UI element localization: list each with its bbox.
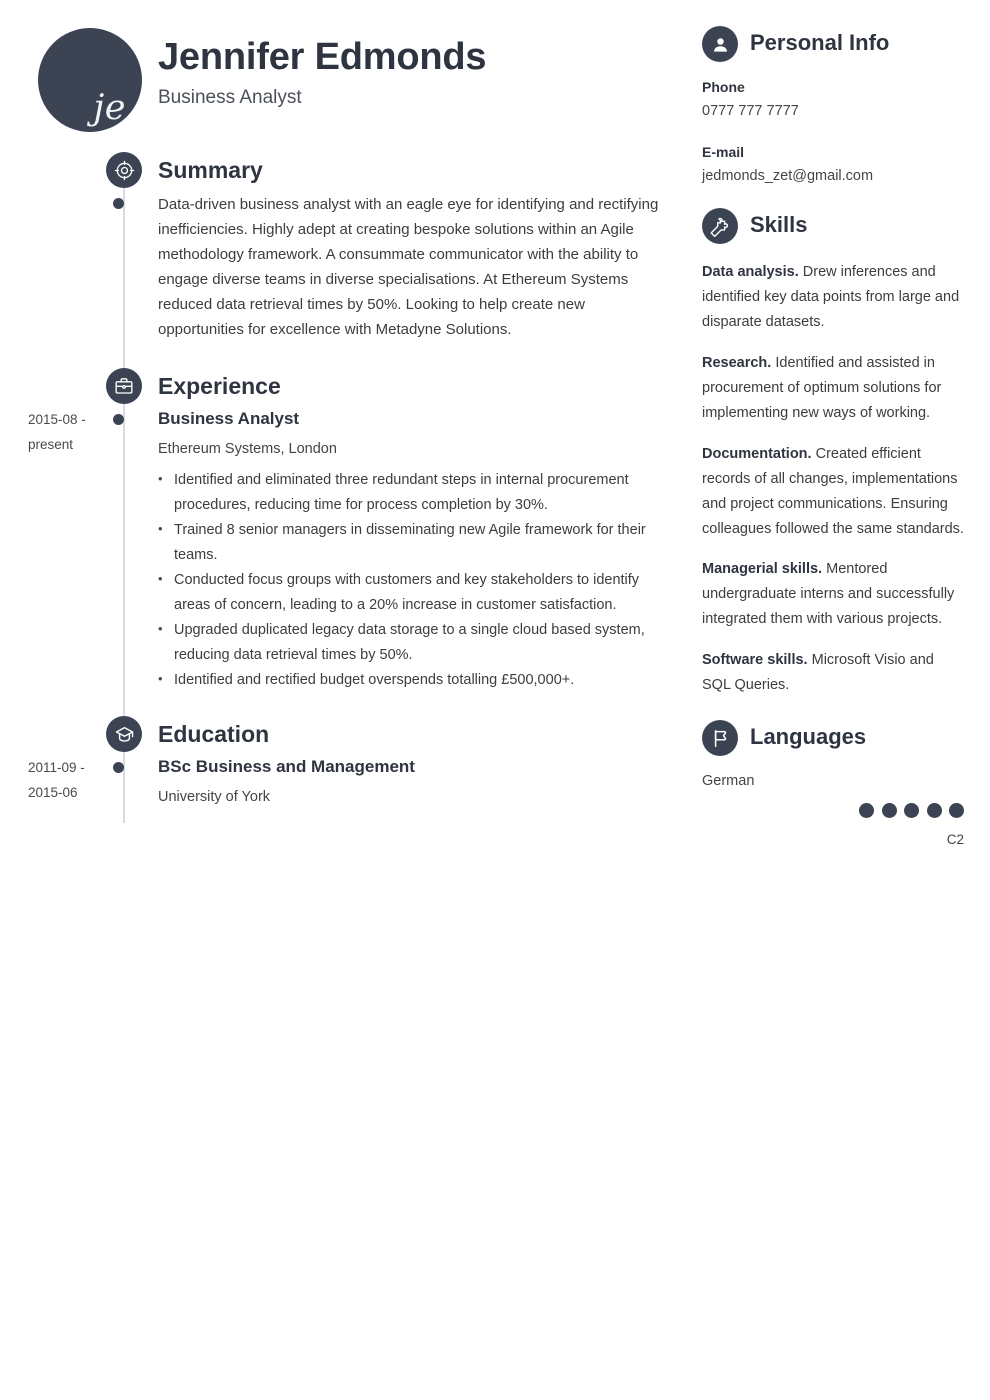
experience-bullets xyxy=(158,468,663,692)
section-body-summary xyxy=(0,192,690,342)
list-item: • Upgraded duplicated legacy data storage to a single cloud based system, reducing data retrieval times by 50%. xyxy=(158,618,663,668)
rating-dot xyxy=(927,803,942,818)
section-header-experience xyxy=(0,368,690,408)
section-header-summary xyxy=(0,152,690,192)
section-education xyxy=(0,716,690,807)
rating-dot xyxy=(949,803,964,818)
skill-name: Managerial skills. xyxy=(702,561,823,578)
section-header-education xyxy=(0,716,690,756)
list-item: • Trained 8 senior managers in disseminating new Agile framework for their teams. xyxy=(158,518,663,568)
section-title-languages: Languages xyxy=(750,724,867,750)
section-body-experience xyxy=(0,408,690,693)
section-experience xyxy=(0,368,690,693)
rating-dot xyxy=(882,803,897,818)
phone-value: 0777 777 7777 xyxy=(702,103,799,120)
section-title-education: Education xyxy=(158,721,270,747)
language-name: German xyxy=(702,773,755,790)
rating-dot xyxy=(859,803,874,818)
language-dots xyxy=(856,803,964,818)
email-label: E-mail xyxy=(702,144,745,161)
list-item: • Identified and rectified budget overspends totalling £500,000+. xyxy=(158,668,663,693)
phone-label: Phone xyxy=(702,79,745,95)
skill-name: Documentation. xyxy=(702,445,812,462)
skill-description: Identified and assisted in procurement of optimum solutions for implementing new ways of working. xyxy=(702,354,942,421)
avatar xyxy=(38,28,142,132)
rating-dot xyxy=(904,803,919,818)
section-summary xyxy=(0,152,690,342)
section-header-languages xyxy=(702,720,964,758)
experience-entry xyxy=(28,408,668,693)
timeline-dot xyxy=(113,414,124,425)
person-icon xyxy=(702,26,738,62)
section-personal-info xyxy=(702,26,964,186)
education-dates: 2011-09 - 2015-06 xyxy=(28,760,85,800)
section-title-skills: Skills xyxy=(750,212,808,238)
skill-description: Microsoft Visio and SQL Queries. xyxy=(702,652,934,694)
section-title-personal-info: Personal Info xyxy=(750,30,890,55)
skill-name: Research. xyxy=(702,354,772,371)
section-languages xyxy=(702,720,964,848)
language-level: C2 xyxy=(946,831,964,847)
briefcase-icon xyxy=(106,368,142,404)
avatar-monogram: je xyxy=(93,88,126,128)
education-institution: University of York xyxy=(158,789,271,806)
section-header-personal-info xyxy=(702,26,964,64)
skill-item xyxy=(702,557,964,632)
skill-item xyxy=(702,648,964,698)
experience-dates: 2015-08 - present xyxy=(28,412,86,452)
right-column xyxy=(702,26,964,848)
skill-item xyxy=(702,260,964,335)
target-icon xyxy=(106,152,142,188)
email-value: jedmonds_zet@gmail.com xyxy=(702,168,874,185)
language-rating xyxy=(702,803,964,848)
skill-name: Software skills. xyxy=(702,652,808,669)
section-title-experience: Experience xyxy=(158,373,281,399)
resume-header xyxy=(38,26,668,136)
list-item: • Conducted focus groups with customers and key stakeholders to identify areas of concern, leading to a 20% increase in customer satisfaction. xyxy=(158,568,663,618)
summary-text: Data-driven business analyst with an eagle eye for identifying and rectifying inefficiencies. Highly adept at creating bespoke solutions within an Agile methodology framework. A consummate communicator with the ability to engage diverse teams in diverse specialisations. At Ethereum Systems reduced data retrieval times by 50%. Looking to help create new opportunities for excellence with Metadyne Solutions. xyxy=(158,196,659,339)
job-title: Business Analyst xyxy=(158,86,302,108)
skill-description: Created efficient records of all changes, implementations and project communications. Ensuring colleagues followed the same standards. xyxy=(702,445,964,537)
skill-description: Drew inferences and identified key data points from large and disparate datasets. xyxy=(702,264,960,330)
section-header-skills xyxy=(702,208,964,246)
skill-name: Data analysis. xyxy=(702,264,799,281)
page-title: Jennifer Edmonds xyxy=(158,36,487,78)
experience-company: Ethereum Systems, London xyxy=(158,441,337,458)
graduation-cap-icon xyxy=(106,716,142,752)
puzzle-icon xyxy=(702,208,738,244)
header-text xyxy=(158,36,486,109)
section-title-summary: Summary xyxy=(158,157,263,183)
skill-item xyxy=(702,351,964,426)
section-skills xyxy=(702,208,964,698)
experience-job-title: Business Analyst xyxy=(158,409,300,428)
section-body-education xyxy=(0,756,690,807)
flag-icon xyxy=(702,720,738,756)
timeline-dot xyxy=(113,762,124,773)
education-degree: BSc Business and Management xyxy=(158,757,415,776)
skill-description: Mentored undergraduate interns and successfully integrated them with various projects. xyxy=(702,561,955,628)
timeline-dot xyxy=(113,198,124,209)
education-entry xyxy=(28,756,668,807)
summary-entry xyxy=(158,192,668,342)
skill-item xyxy=(702,442,964,542)
list-item: • Identified and eliminated three redundant steps in internal procurement procedures, reducing time for process completion by 30%. xyxy=(158,468,663,518)
